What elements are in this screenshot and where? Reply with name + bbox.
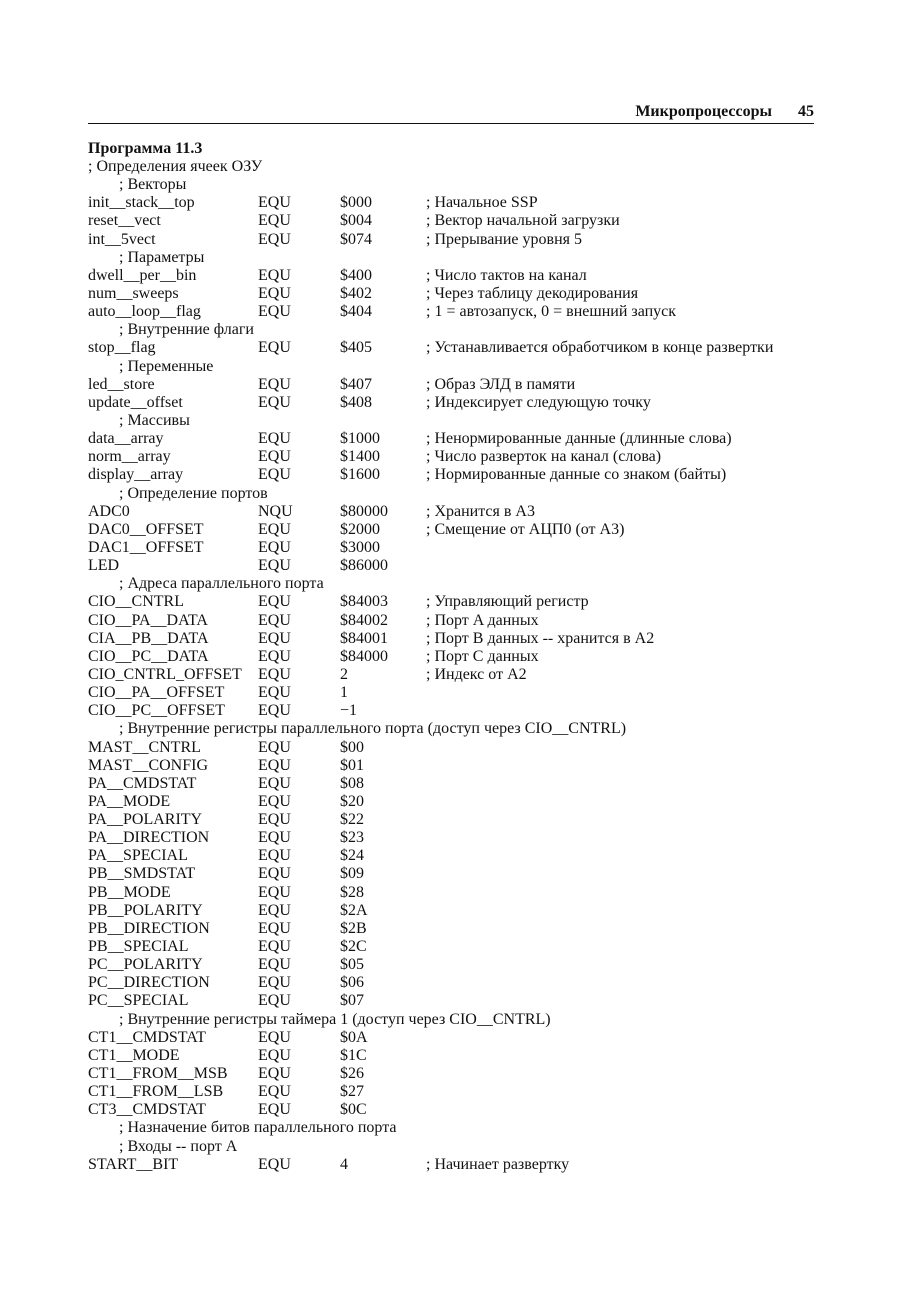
symbol-label: PB__SPECIAL (88, 938, 189, 956)
code-line (88, 630, 818, 648)
code-line (88, 339, 818, 357)
code-line (88, 865, 818, 883)
symbol-label: MAST__CNTRL (88, 738, 201, 756)
address-value: $074 (340, 230, 372, 248)
address-value: $0C (340, 1101, 367, 1119)
address-value: $004 (340, 212, 372, 230)
directive: EQU (258, 938, 291, 956)
symbol-label: CIO__CNTRL (88, 593, 184, 611)
directive: EQU (258, 829, 291, 847)
code-line (88, 684, 818, 702)
code-line (88, 503, 818, 521)
address-value: $26 (340, 1065, 364, 1083)
symbol-label: ADC0 (88, 502, 130, 520)
address-value: $80000 (340, 502, 388, 520)
code-line (88, 829, 818, 847)
address-value: $1C (340, 1046, 367, 1064)
directive: EQU (258, 611, 291, 629)
section-comment-text: ; Векторы (119, 176, 187, 194)
directive: EQU (258, 520, 291, 538)
section-comment-text: ; Массивы (119, 411, 190, 429)
line-comment: ; Начинает развертку (426, 1155, 570, 1173)
symbol-label: PA__MODE (88, 792, 171, 810)
address-value: $22 (340, 811, 364, 829)
section-comment (88, 1119, 818, 1137)
code-line (88, 702, 818, 720)
directive: EQU (258, 430, 291, 448)
symbol-label: CT3__CMDSTAT (88, 1101, 206, 1119)
directive: EQU (258, 792, 291, 810)
directive: EQU (258, 375, 291, 393)
symbol-label: display__array (88, 466, 184, 484)
address-value: $402 (340, 284, 372, 302)
program-listing (88, 140, 818, 1174)
line-comment: ; Нормированные данные со знаком (байты) (426, 466, 727, 484)
section-comment-text: ; Определение портов (119, 484, 268, 502)
symbol-label: stop__flag (88, 339, 156, 357)
code-line (88, 557, 818, 575)
address-value: $20 (340, 792, 364, 810)
symbol-label: num__sweeps (88, 284, 179, 302)
symbol-label: init__stack__top (88, 194, 195, 212)
line-comment: ; Начальное SSP (426, 194, 538, 212)
directive: EQU (258, 284, 291, 302)
directive: EQU (258, 557, 291, 575)
section-comment (88, 412, 818, 430)
directive: EQU (258, 974, 291, 992)
code-line (88, 974, 818, 992)
symbol-label: CT1__CMDSTAT (88, 1028, 206, 1046)
page-number: 45 (798, 103, 814, 120)
line-comment: ; Число тактов на канал (426, 266, 587, 284)
directive: EQU (258, 339, 291, 357)
address-value: $27 (340, 1083, 364, 1101)
line-comment: ; Индекс от A2 (426, 665, 527, 683)
code-line (88, 938, 818, 956)
directive: EQU (258, 647, 291, 665)
directive: EQU (258, 538, 291, 556)
code-line (88, 303, 818, 321)
running-header (88, 103, 814, 123)
section-comment-text: ; Внутренние регистры параллельного порта (доступ через CIO__CNTRL) (119, 720, 627, 738)
section-comment (88, 176, 818, 194)
symbol-label: CT1__MODE (88, 1046, 180, 1064)
code-line (88, 448, 818, 466)
symbol-label: dwell__per__bin (88, 266, 197, 284)
directive: EQU (258, 194, 291, 212)
line-comment: ; Порт C данных (426, 647, 539, 665)
address-value: $23 (340, 829, 364, 847)
code-line (88, 902, 818, 920)
directive: EQU (258, 212, 291, 230)
header-rule (88, 123, 814, 124)
section-comment (88, 720, 818, 738)
symbol-label: PC__SPECIAL (88, 992, 189, 1010)
symbol-label: PA__SPECIAL (88, 847, 188, 865)
address-value: $400 (340, 266, 372, 284)
comment-line (88, 158, 818, 176)
directive: EQU (258, 956, 291, 974)
address-value: $00 (340, 738, 364, 756)
directive: EQU (258, 756, 291, 774)
address-value: $0A (340, 1028, 368, 1046)
address-value: $86000 (340, 557, 388, 575)
symbol-label: LED (88, 557, 120, 575)
address-value: 1 (340, 684, 348, 702)
directive: EQU (258, 266, 291, 284)
directive: EQU (258, 303, 291, 321)
directive: EQU (258, 901, 291, 919)
code-line (88, 1101, 818, 1119)
address-value: $84002 (340, 611, 388, 629)
directive: EQU (258, 738, 291, 756)
code-line (88, 648, 818, 666)
code-line (88, 212, 818, 230)
address-value: $2A (340, 901, 368, 919)
address-value: $3000 (340, 538, 380, 556)
section-comment (88, 321, 818, 339)
line-comment: ; Число разверток на канал (слова) (426, 448, 662, 466)
symbol-label: PB__POLARITY (88, 901, 203, 919)
line-comment: ; 1 = автозапуск, 0 = внешний запуск (426, 303, 677, 321)
section-comment (88, 358, 818, 376)
directive: EQU (258, 702, 291, 720)
address-value: $84000 (340, 647, 388, 665)
directive: EQU (258, 230, 291, 248)
symbol-label: PC__DIRECTION (88, 974, 210, 992)
header-title: Микропроцессоры (635, 103, 772, 120)
directive: EQU (258, 774, 291, 792)
code-line (88, 920, 818, 938)
code-line (88, 847, 818, 865)
address-value: $1000 (340, 430, 380, 448)
address-value: $09 (340, 865, 364, 883)
code-line (88, 394, 818, 412)
section-comment (88, 575, 818, 593)
line-comment: ; Индексирует следующую точку (426, 393, 651, 411)
code-line (88, 1083, 818, 1101)
directive: EQU (258, 1065, 291, 1083)
line-comment: ; Прерывание уровня 5 (426, 230, 582, 248)
symbol-label: MAST__CONFIG (88, 756, 209, 774)
directive: NQU (258, 502, 293, 520)
symbol-label: CIO__PC__DATA (88, 647, 209, 665)
directive: EQU (258, 1028, 291, 1046)
address-value: −1 (340, 702, 358, 720)
section-comment (88, 249, 818, 267)
line-comment: ; Устанавливается обработчиком в конце развертки (426, 339, 774, 357)
symbol-label: CIA__PB__DATA (88, 629, 209, 647)
directive: EQU (258, 883, 291, 901)
address-value: $01 (340, 756, 364, 774)
symbol-label: PA__POLARITY (88, 811, 203, 829)
code-line (88, 285, 818, 303)
directive: EQU (258, 1101, 291, 1119)
symbol-label: auto__loop__flag (88, 303, 201, 321)
address-value: $408 (340, 393, 372, 411)
directive: EQU (258, 393, 291, 411)
section-comment-text: ; Входы -- порт A (119, 1137, 238, 1155)
section-comment-text: ; Внутренние регистры таймера 1 (доступ через CIO__CNTRL) (119, 1010, 551, 1028)
code-line (88, 956, 818, 974)
directive: EQU (258, 593, 291, 611)
comment-text: ; Определения ячеек ОЗУ (88, 158, 263, 175)
section-comment (88, 485, 818, 503)
address-value: $08 (340, 774, 364, 792)
section-comment (88, 1138, 818, 1156)
code-line (88, 612, 818, 630)
directive: EQU (258, 811, 291, 829)
address-value: $000 (340, 194, 372, 212)
symbol-label: PA__DIRECTION (88, 829, 210, 847)
directive: EQU (258, 1155, 291, 1173)
address-value: $2B (340, 919, 367, 937)
symbol-label: DAC0__OFFSET (88, 520, 204, 538)
directive: EQU (258, 919, 291, 937)
code-line (88, 739, 818, 757)
section-comment-text: ; Адреса параллельного порта (119, 575, 324, 593)
code-line (88, 1029, 818, 1047)
symbol-label: DAC1__OFFSET (88, 538, 204, 556)
address-value: $28 (340, 883, 364, 901)
address-value: $2C (340, 938, 367, 956)
line-comment: ; Ненормированные данные (длинные слова) (426, 430, 732, 448)
directive: EQU (258, 992, 291, 1010)
address-value: $06 (340, 974, 364, 992)
symbol-label: CT1__FROM__MSB (88, 1065, 228, 1083)
code-line (88, 775, 818, 793)
address-value: $1400 (340, 448, 380, 466)
line-comment: ; Образ ЭЛД в памяти (426, 375, 576, 393)
line-comment: ; Хранится в A3 (426, 502, 535, 520)
symbol-label: START__BIT (88, 1155, 179, 1173)
directive: EQU (258, 448, 291, 466)
directive: EQU (258, 1083, 291, 1101)
symbol-label: PB__SMDSTAT (88, 865, 196, 883)
directive: EQU (258, 1046, 291, 1064)
symbol-label: update__offset (88, 393, 183, 411)
program-title: Программа 11.3 (88, 140, 203, 157)
symbol-label: reset__vect (88, 212, 161, 230)
address-value: $404 (340, 303, 372, 321)
code-line (88, 1047, 818, 1065)
code-line (88, 430, 818, 448)
address-value: $24 (340, 847, 364, 865)
listing-lines (88, 158, 818, 1174)
code-line (88, 757, 818, 775)
address-value: $405 (340, 339, 372, 357)
address-value: $84003 (340, 593, 388, 611)
code-line (88, 666, 818, 684)
line-comment: ; Вектор начальной загрузки (426, 212, 620, 230)
address-value: $07 (340, 992, 364, 1010)
code-line (88, 376, 818, 394)
code-line (88, 231, 818, 249)
code-line (88, 466, 818, 484)
directive: EQU (258, 665, 291, 683)
directive: EQU (258, 629, 291, 647)
line-comment: ; Через таблицу декодирования (426, 284, 639, 302)
line-comment: ; Управляющий регистр (426, 593, 589, 611)
code-line (88, 539, 818, 557)
line-comment: ; Порт B данных -- хранится в A2 (426, 629, 655, 647)
section-comment-text: ; Внутренние флаги (119, 321, 254, 339)
symbol-label: PB__MODE (88, 883, 171, 901)
symbol-label: PC__POLARITY (88, 956, 203, 974)
address-value: $1600 (340, 466, 380, 484)
section-comment-text: ; Параметры (119, 248, 205, 266)
symbol-label: CIO_CNTRL_OFFSET (88, 665, 242, 683)
code-line (88, 521, 818, 539)
code-line (88, 793, 818, 811)
address-value: 4 (340, 1155, 348, 1173)
symbol-label: int__5vect (88, 230, 156, 248)
code-line (88, 593, 818, 611)
symbol-label: CIO__PC__OFFSET (88, 702, 225, 720)
line-comment: ; Смещение от АЦП0 (от A3) (426, 520, 625, 538)
address-value: $2000 (340, 520, 380, 538)
line-comment: ; Порт A данных (426, 611, 539, 629)
address-value: $407 (340, 375, 372, 393)
code-line (88, 811, 818, 829)
address-value: $84001 (340, 629, 388, 647)
symbol-label: PA__CMDSTAT (88, 774, 197, 792)
address-value: $05 (340, 956, 364, 974)
section-comment-text: ; Переменные (119, 357, 214, 375)
section-comment (88, 1011, 818, 1029)
symbol-label: PB__DIRECTION (88, 919, 210, 937)
symbol-label: led__store (88, 375, 155, 393)
symbol-label: CIO__PA__OFFSET (88, 684, 225, 702)
code-line (88, 1156, 818, 1174)
address-value: 2 (340, 665, 348, 683)
code-line (88, 267, 818, 285)
directive: EQU (258, 847, 291, 865)
code-line (88, 194, 818, 212)
code-line (88, 992, 818, 1010)
directive: EQU (258, 466, 291, 484)
code-line (88, 1065, 818, 1083)
directive: EQU (258, 684, 291, 702)
symbol-label: norm__array (88, 448, 171, 466)
symbol-label: CT1__FROM__LSB (88, 1083, 224, 1101)
directive: EQU (258, 865, 291, 883)
code-line (88, 884, 818, 902)
section-comment-text: ; Назначение битов параллельного порта (119, 1119, 397, 1137)
symbol-label: data__array (88, 430, 164, 448)
symbol-label: CIO__PA__DATA (88, 611, 208, 629)
